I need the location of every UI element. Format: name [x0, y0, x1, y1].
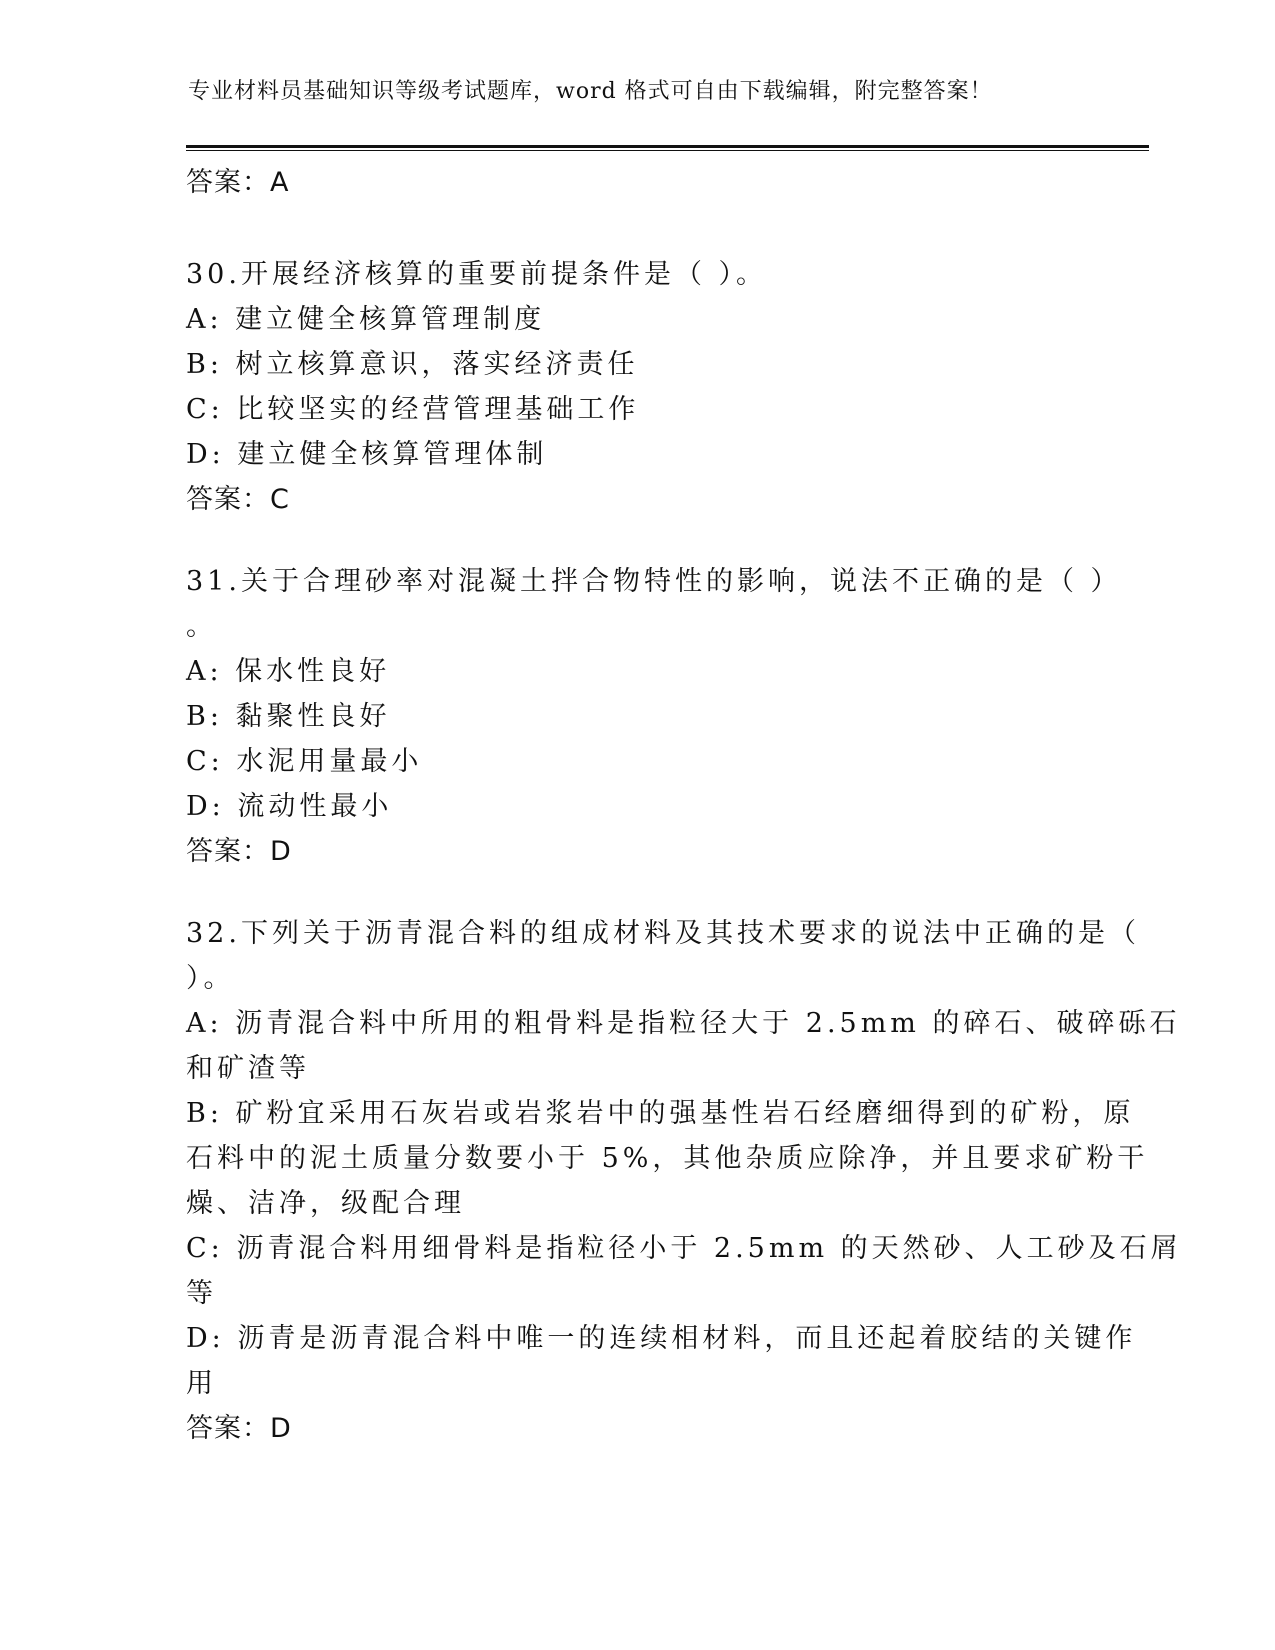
page-header: 专业材料员基础知识等级考试题库，word 格式可自由下载编辑，附完整答案！ — [188, 79, 993, 104]
question-text: 32.下列关于沥青混合料的组成材料及其技术要求的说法中正确的是（ — [186, 918, 1140, 949]
question-31 — [186, 559, 1122, 874]
previous-answer: 答案：A — [186, 167, 290, 198]
option-b: B: 矿粉宜采用石灰岩或岩浆岩中的强基性岩石经磨细得到的矿粉，原 — [186, 1098, 1135, 1129]
option-c: C: 沥青混合料用细骨料是指粒径小于 2.5mm 的天然砂、人工砂及石屑 — [186, 1233, 1182, 1264]
option-b: B: 树立核算意识，落实经济责任 — [186, 349, 639, 380]
option-d: D: 建立健全核算管理体制 — [186, 439, 548, 470]
question-text: 30.开展经济核算的重要前提条件是（ ）。 — [186, 259, 768, 290]
option-a: A: 沥青混合料中所用的粗骨料是指粒径大于 2.5mm 的碎石、破碎砾石 — [186, 1008, 1181, 1039]
option-a-continued: 和矿渣等 — [186, 1053, 310, 1084]
question-32 — [186, 911, 1182, 1451]
question-30 — [186, 252, 1086, 522]
question-text-continued: ）。 — [186, 963, 235, 994]
header-divider — [186, 145, 1149, 151]
option-a: A: 建立健全核算管理制度 — [186, 304, 546, 335]
option-c: C: 比较坚实的经营管理基础工作 — [186, 394, 640, 425]
document-body — [186, 160, 1182, 1451]
answer: 答案：D — [186, 836, 292, 867]
option-d: D: 沥青是沥青混合料中唯一的连续相材料，而且还起着胶结的关键作 — [186, 1323, 1137, 1354]
question-text-continued: 。 — [186, 611, 217, 642]
answer: 答案：D — [186, 1413, 292, 1444]
option-b: B: 黏聚性良好 — [186, 701, 391, 732]
option-d: D: 流动性最小 — [186, 791, 393, 822]
option-c: C: 水泥用量最小 — [186, 746, 423, 777]
option-c-continued: 等 — [186, 1278, 217, 1309]
option-a: A: 保水性良好 — [186, 656, 391, 687]
option-b-continued: 石料中的泥土质量分数要小于 5%，其他杂质应除净，并且要求矿粉干 — [186, 1143, 1149, 1174]
question-text: 31.关于合理砂率对混凝土拌合物特性的影响，说法不正确的是（ ） — [186, 566, 1122, 597]
option-d-continued: 用 — [186, 1368, 217, 1399]
answer: 答案：C — [186, 484, 290, 515]
option-b-continued: 燥、洁净，级配合理 — [186, 1188, 465, 1219]
